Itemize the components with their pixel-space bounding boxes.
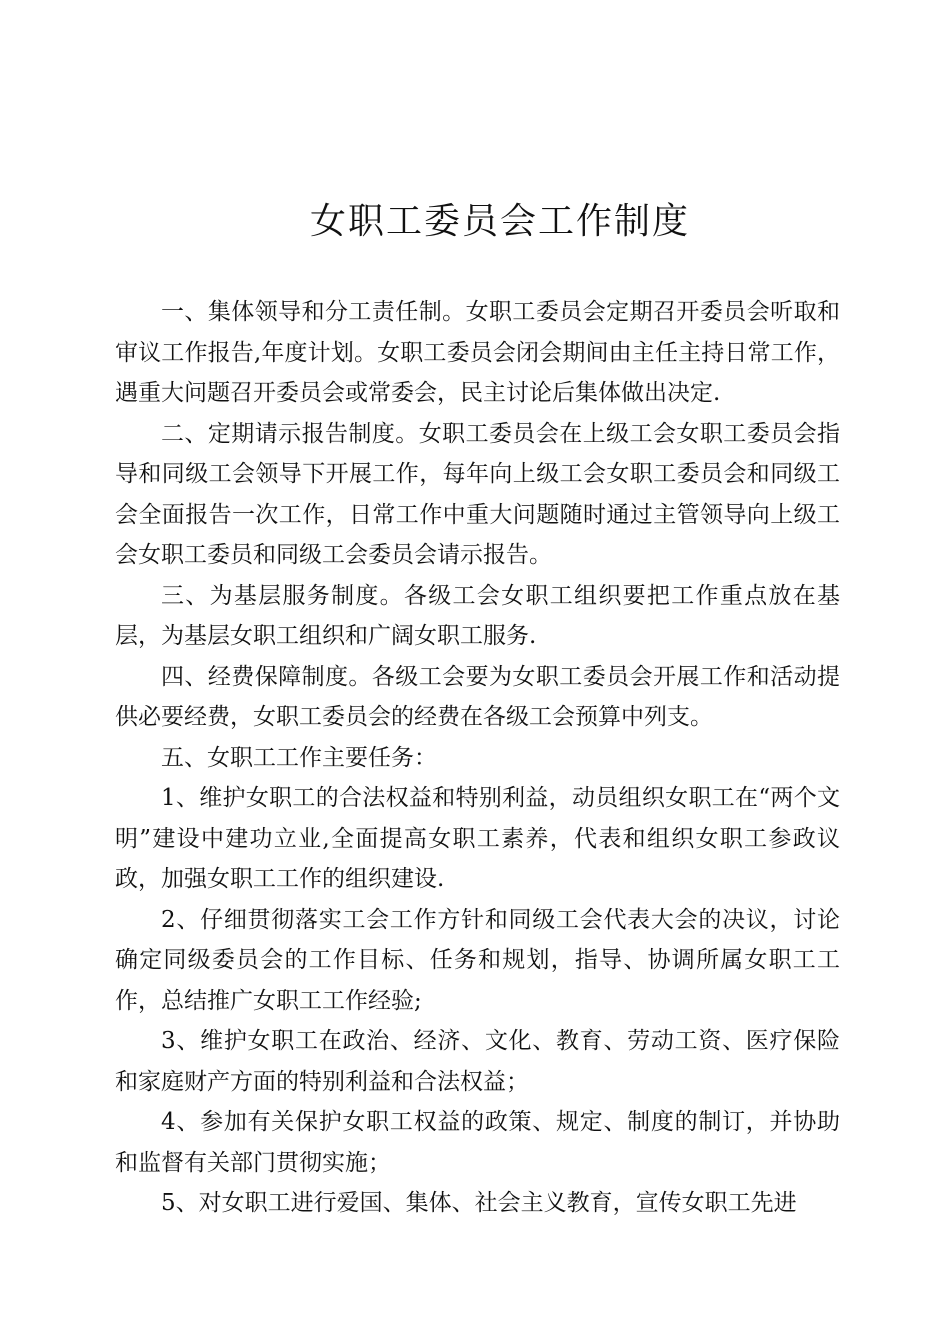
paragraph-8: 3、维护女职工在政治、经济、文化、教育、劳动工资、医疗保险和家庭财产方面的特别利益和合法权益； — [115, 1028, 840, 1095]
document-title: 女职工委员会工作制度 — [309, 201, 690, 242]
paragraph-5: 五、女职工工作主要任务： — [161, 744, 437, 771]
document-body — [115, 292, 840, 1224]
paragraph-6: 1、维护女职工的合法权益和特别利益，动员组织女职工在“两个文明”建设中建功立业,全面提高女职工素养，代表和组织女职工参政议政，加强女职工工作的组织建设. — [115, 785, 840, 892]
paragraph-3: 三、为基层服务制度。各级工会女职工组织要把工作重点放在基层，为基层女职工组织和广阔女职工服务. — [115, 582, 840, 649]
paragraph-9: 4、参加有关保护女职工权益的政策、规定、制度的制订，并协助和监督有关部门贯彻实施； — [115, 1109, 840, 1176]
paragraph-4: 四、经费保障制度。各级工会要为女职工委员会开展工作和活动提供必要经费，女职工委员会的经费在各级工会预算中列支。 — [115, 663, 840, 730]
paragraph-2: 二、定期请示报告制度。女职工委员会在上级工会女职工委员会指导和同级工会领导下开展工作，每年向上级工会女职工委员会和同级工会全面报告一次工作，日常工作中重大问题随时通过主管领导向上级工会女职工委员和同级工会委员会请示报告。 — [115, 420, 840, 568]
paragraph-7: 2、仔细贯彻落实工会工作方针和同级工会代表大会的决议，讨论确定同级委员会的工作目标、任务和规划，指导、协调所属女职工工作，总结推广女职工工作经验; — [115, 906, 840, 1014]
paragraph-1: 一、集体领导和分工责任制。女职工委员会定期召开委员会听取和审议工作报告,年度计划。女职工委员会闭会期间由主任主持日常工作，遇重大问题召开委员会或常委会，民主讨论后集体做出决定. — [115, 299, 840, 406]
paragraph-10: 5、对女职工进行爱国、集体、社会主义教育，宣传女职工先进 — [161, 1190, 797, 1216]
